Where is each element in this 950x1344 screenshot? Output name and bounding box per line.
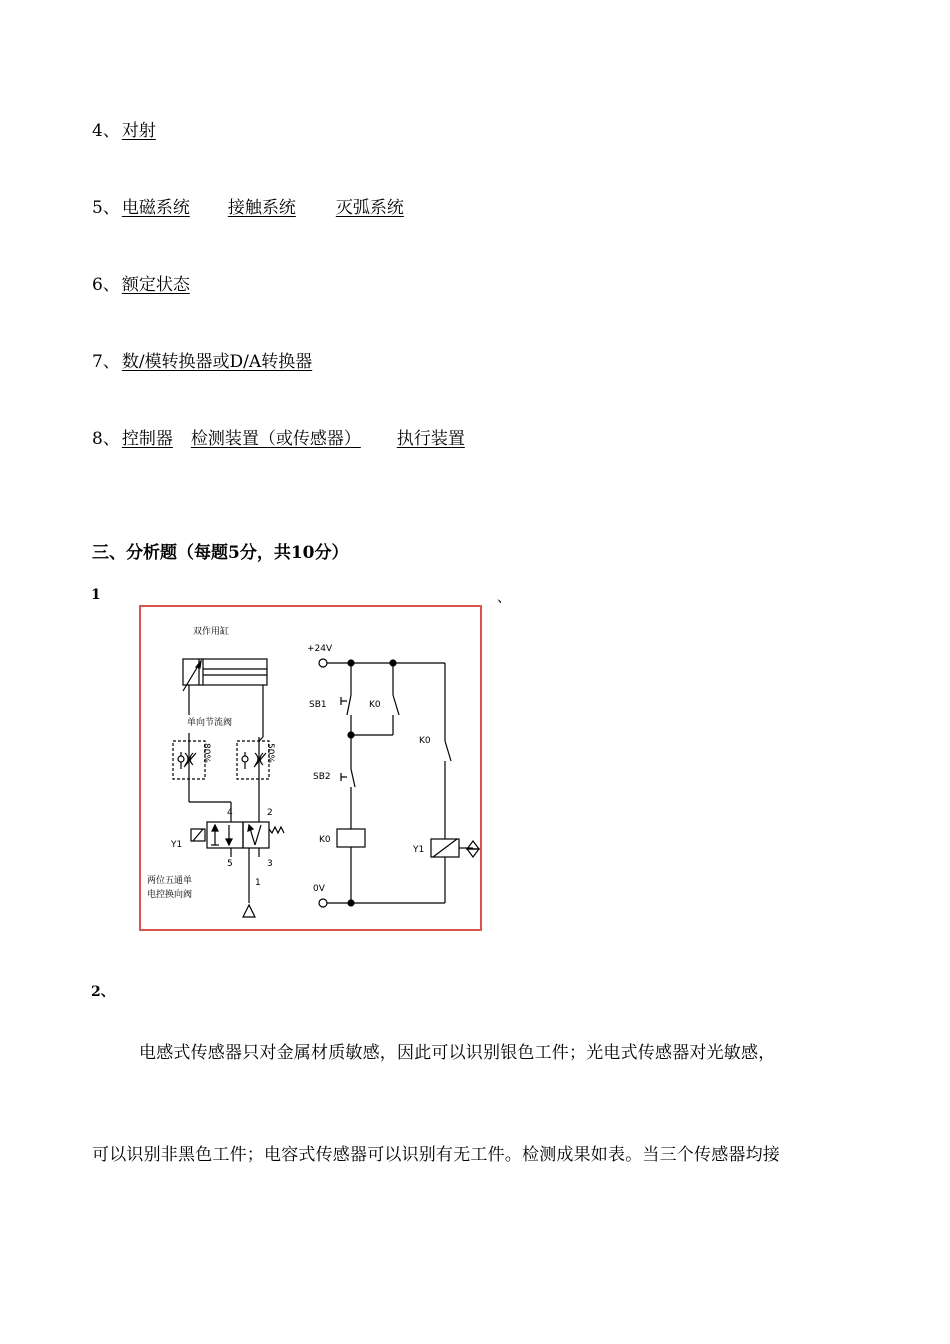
answer-number: 4、 — [92, 121, 120, 141]
answer-number: 6、 — [92, 275, 120, 295]
port-3: 3 — [267, 859, 273, 869]
k0-output-contact-label: K0 — [419, 736, 431, 746]
air-source-symbol — [243, 905, 255, 917]
y1-coil-label: Y1 — [413, 845, 425, 855]
ground-terminal — [319, 899, 327, 907]
supply-terminal — [319, 659, 327, 667]
port-5: 5 — [227, 859, 233, 869]
question-2-number: 2、 — [91, 984, 115, 1000]
cylinder-symbol — [183, 659, 267, 691]
answer-6 — [92, 270, 190, 295]
answer-4 — [92, 116, 156, 141]
sb2-label: SB2 — [313, 772, 331, 782]
throttle-label: 单向节流阀 — [187, 718, 233, 728]
cylinder-label: 双作用缸 — [193, 627, 230, 637]
port-1: 1 — [255, 878, 261, 888]
answer-blank: 灭弧系统 — [335, 198, 404, 218]
k0-coil-label: K0 — [319, 835, 331, 845]
k0-coil — [337, 829, 365, 847]
answer-blank: 接触系统 — [227, 198, 296, 218]
supply-label: +24V — [307, 644, 333, 654]
question-1-number: 1 — [91, 587, 101, 603]
throttle-right-percent: 50% — [265, 743, 275, 764]
throttle-valve-left — [173, 733, 205, 802]
k0-holding-contact-label: K0 — [369, 700, 381, 710]
answer-blank: 执行装置 — [396, 429, 465, 449]
valve-label-line2: 电控换向阀 — [147, 890, 193, 900]
port-4: 4 — [227, 808, 233, 818]
throttle-left-percent: 80% — [201, 743, 211, 764]
answer-number: 8、 — [92, 429, 120, 449]
answer-blank: 控制器 — [121, 429, 173, 449]
throttle-valve-right — [237, 737, 269, 822]
answer-blank: 对射 — [121, 121, 156, 141]
answer-blank: 电磁系统 — [121, 198, 190, 218]
ground-label: 0V — [313, 884, 325, 894]
answer-blank: 检测装置（或传感器） — [190, 429, 361, 449]
valve-label-line1: 两位五通单 — [147, 876, 193, 886]
valve-coil-label: Y1 — [171, 840, 183, 850]
port-2: 2 — [267, 808, 273, 818]
sb1-label: SB1 — [309, 700, 327, 710]
section-heading: 三、分析题（每题5分，共10分） — [92, 543, 349, 563]
answer-8 — [92, 424, 465, 449]
answer-5 — [92, 193, 404, 218]
answer-number: 7、 — [92, 352, 120, 372]
circuit-diagram — [139, 605, 482, 931]
question-1-trail: 、 — [497, 590, 511, 606]
answer-blank: 数/模转换器或D/A转换器 — [121, 352, 313, 372]
question-2-line-1: 电感式传感器只对金属材质敏感，因此可以识别银色工件；光电式传感器对光敏感， — [139, 1043, 776, 1063]
answer-7 — [92, 347, 318, 372]
answer-blank: 额定状态 — [121, 275, 190, 295]
question-2-line-2: 可以识别非黑色工件；电容式传感器可以识别有无工件。检测成果如表。当三个传感器均接 — [92, 1145, 780, 1165]
answer-number: 5、 — [92, 198, 120, 218]
